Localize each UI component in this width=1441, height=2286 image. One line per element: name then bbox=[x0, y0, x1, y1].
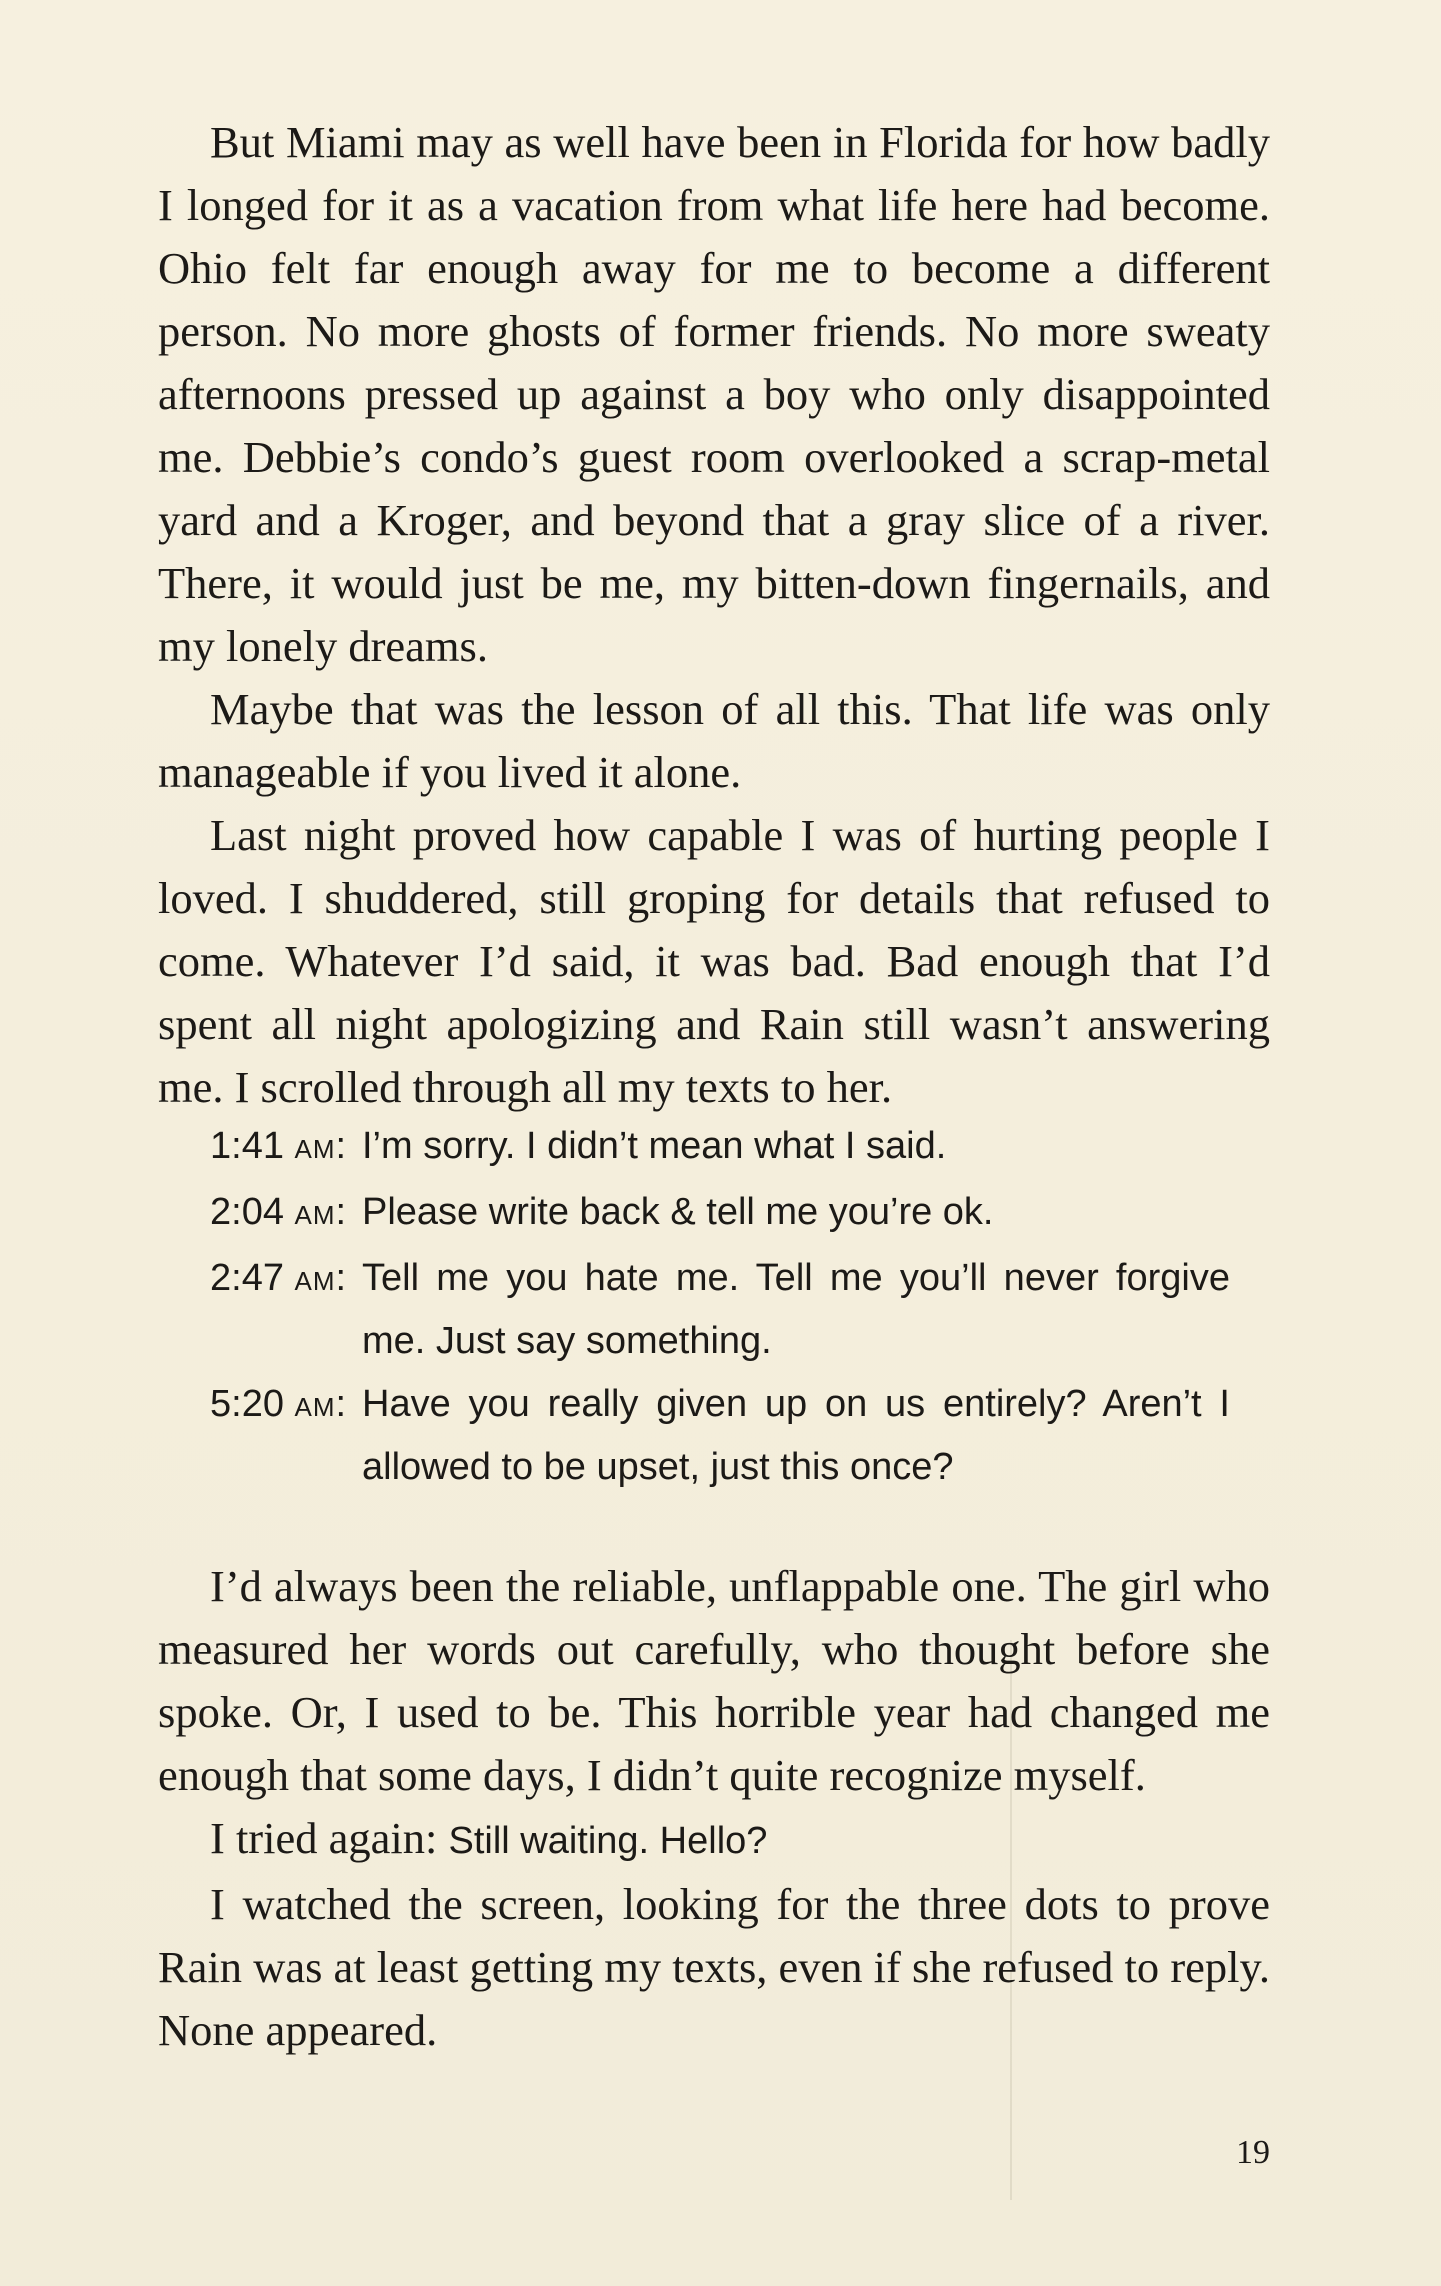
text-message bbox=[210, 1115, 1230, 1181]
message-timestamp: 2:47 AM: bbox=[210, 1257, 347, 1299]
paragraph-reliable: I’d always been the reliable, unflappable one. The girl who measured her words out carefully, who thought before she spoke. Or, I used to be. This horrible year had changed me enough that some days, I didn’t quite recognize myself. bbox=[158, 1561, 1270, 1800]
message-timestamp: 2:04 AM: bbox=[210, 1191, 347, 1233]
text-message bbox=[210, 1247, 1230, 1373]
text-message bbox=[210, 1181, 1230, 1247]
bottom-paragraphs bbox=[158, 1555, 1270, 2062]
message-timestamp: 5:20 AM: bbox=[210, 1383, 347, 1425]
page-number: 19 bbox=[1236, 2134, 1270, 2171]
text-message-list bbox=[210, 1115, 1230, 1499]
message-body: Please write back & tell me you’re ok. bbox=[362, 1191, 994, 1233]
paragraph-last-night: Last night proved how capable I was of hurting people I loved. I shuddered, still groping for details that refused to come. Whatever I’d said, it was bad. Bad enough that I’d spent all night apologizing and Rain still wasn’t answering me. I scrolled through all my texts to her. bbox=[158, 810, 1270, 1112]
message-timestamp: 1:41 AM: bbox=[210, 1125, 347, 1167]
paragraph-lesson: Maybe that was the lesson of all this. That life was only manageable if you lived it alone. bbox=[158, 684, 1270, 797]
message-body: I’m sorry. I didn’t mean what I said. bbox=[362, 1125, 947, 1167]
message-body: Tell me you hate me. Tell me you’ll never forgive me. Just say something. bbox=[362, 1257, 1230, 1362]
paragraph-tried-again: I tried again: Still waiting. Hello? bbox=[210, 1813, 768, 1863]
paragraph-watched-screen: I watched the screen, looking for the three dots to prove Rain was at least getting my texts, even if she refused to reply. None appeared. bbox=[158, 1879, 1270, 2055]
top-paragraphs bbox=[158, 111, 1270, 1119]
text-message bbox=[210, 1373, 1230, 1499]
paragraph-miami: But Miami may as well have been in Florida for how badly I longed for it as a vacation from what life here had become. Ohio felt far enough away for me to become a different person. No more ghosts of former friends. No more sweaty afternoons pressed up against a boy who only disappointed me. Debbie’s condo’s guest room overlooked a scrap-metal yard and a Kroger, and beyond that a gray slice of a river. There, it would just be me, my bitten-down fingernails, and my lonely dreams. bbox=[158, 117, 1270, 671]
quoted-text-message: Still waiting. Hello? bbox=[448, 1820, 768, 1862]
message-body: Have you really given up on us entirely? Aren’t I allowed to be upset, just this once? bbox=[362, 1383, 1230, 1488]
